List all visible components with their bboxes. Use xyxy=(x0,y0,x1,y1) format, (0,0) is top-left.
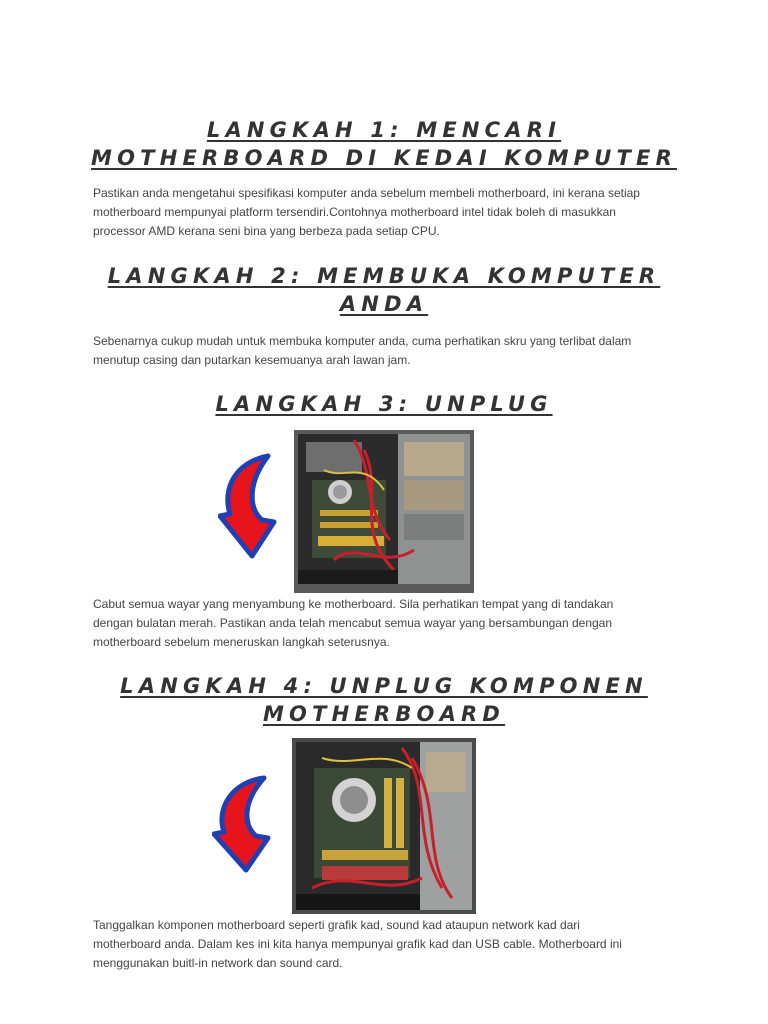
step-4-heading xyxy=(60,672,708,728)
step-4-heading-line-2: MOTHERBOARD xyxy=(262,702,506,726)
step-3-heading xyxy=(60,390,708,418)
step-2-heading xyxy=(60,262,708,318)
step-3-line-1: Cabut semua wayar yang menyambung ke motherboard. Sila perhatikan tempat yang di tandakan xyxy=(93,597,614,611)
step-1-paragraph xyxy=(93,184,693,241)
step-4-line-2: motherboard anda. Dalam kes ini kita hanya mempunyai grafik kad dan USB cable. Motherboard ini xyxy=(93,937,622,951)
computer-case-photo xyxy=(294,430,474,593)
curved-arrow-icon xyxy=(218,452,280,562)
step-1-line-1: Pastikan anda mengetahui spesifikasi komputer anda sebelum membeli motherboard, ini kerana setiap xyxy=(93,186,640,200)
step-3-heading-line-1: LANGKAH 3: UNPLUG xyxy=(215,392,553,416)
step-2-heading-line-2: ANDA xyxy=(339,292,429,316)
step-2-heading-line-1: LANGKAH 2: MEMBUKA KOMPUTER xyxy=(107,264,661,288)
step-1-heading xyxy=(60,116,708,172)
step-2-paragraph xyxy=(93,332,693,370)
step-3-paragraph xyxy=(93,595,693,652)
step-4-line-1: Tanggalkan komponen motherboard seperti grafik kad, sound kad ataupun network kad dari xyxy=(93,918,580,932)
step-3-line-3: motherboard sebelum meneruskan langkah seterusnya. xyxy=(93,635,390,649)
step-2-line-2: menutup casing dan putarkan kesemuanya arah lawan jam. xyxy=(93,353,411,367)
step-3-line-2: dengan bulatan merah. Pastikan anda telah mencabut semua wayar yang bersambungan dengan xyxy=(93,616,613,630)
step-1-line-2: motherboard mempunyai platform tersendiri.Contohnya motherboard intel tidak boleh di masukkan xyxy=(93,205,616,219)
step-2-line-1: Sebenarnya cukup mudah untuk membuka komputer anda, cuma perhatikan skru yang terlibat dalam xyxy=(93,334,632,348)
curved-arrow-icon-2 xyxy=(212,774,274,874)
step-4-line-3: menggunakan buitl-in network dan sound card. xyxy=(93,956,343,970)
step-1-heading-line-1: LANGKAH 1: MENCARI xyxy=(206,118,562,142)
step-1-heading-line-2: MOTHERBOARD DI KEDAI KOMPUTER xyxy=(91,146,677,170)
step-4-heading-line-1: LANGKAH 4: UNPLUG KOMPONEN xyxy=(120,674,648,698)
motherboard-photo xyxy=(292,738,476,914)
step-4-paragraph xyxy=(93,916,693,973)
step-1-line-3: processor AMD kerana seni bina yang berbeza pada setiap CPU. xyxy=(93,224,440,238)
